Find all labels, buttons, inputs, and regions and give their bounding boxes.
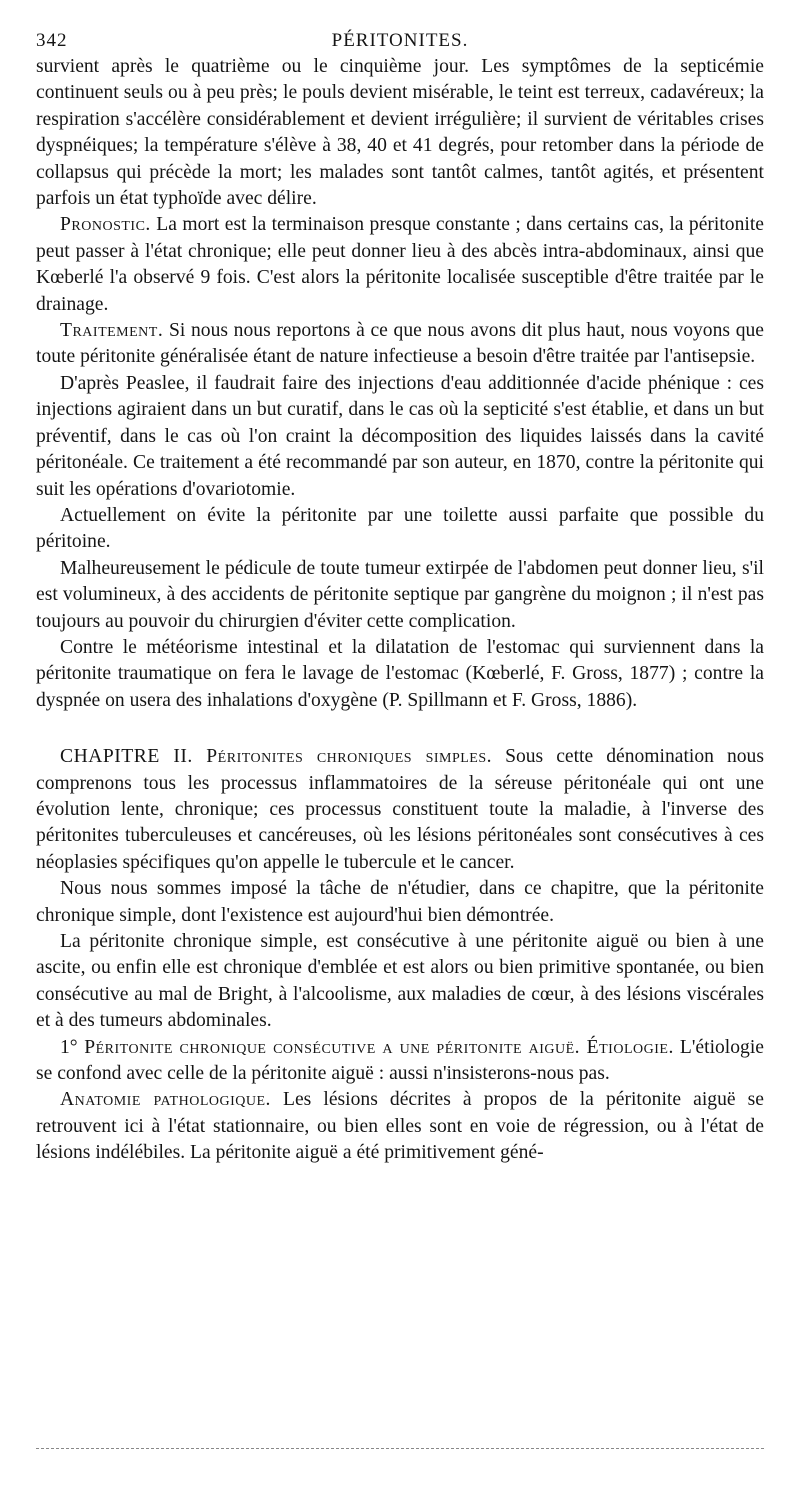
paragraph-chapter-intro <box>36 744 764 876</box>
paragraph-prognosis <box>36 212 764 318</box>
footer-dashed-rule <box>36 1448 764 1449</box>
running-title: PÉRITONITES. <box>331 30 469 51</box>
subsection-title: Péritonite chronique consécutive a une péritonite aiguë. <box>77 1036 581 1058</box>
anatomy-label: Anatomie pathologique. <box>60 1089 271 1111</box>
chapter-intro-text: Sous cette dénomination nous comprenons tous les processus inflammatoires de la séreuse péritonéale qui ont une évolution lente, chronique; ces processus constituent toute la maladie, à l'inverse des péritonites tuberculeuses et cancéreuses, où les lésions péritonéales sont consécutives à ces néoplasies spécifiques qu'on appelle le tubercule et le cancer. <box>36 746 764 873</box>
paragraph-meteorisme: Contre le météorisme intestinal et la dilatation de l'estomac qui surviennent dans la péritonite traumatique on fera le lavage de l'estomac (Kœberlé, F. Gross, 1877) ; contre la dyspnée on usera des inhalations d'oxygène (P. Spillmann et F. Gross, 1886). <box>36 636 764 711</box>
paragraph-anatomy <box>36 1087 764 1166</box>
prognosis-label: Pronostic. <box>60 214 151 236</box>
treatment-label: Traitement. <box>60 320 164 342</box>
paragraph-toilette: Actuellement on évite la péritonite par une toilette aussi parfaite que possible du péritoine. <box>36 504 764 553</box>
page-number: 342 <box>36 30 68 51</box>
anatomy-text: Les lésions décrites à propos de la péritonite aiguë se retrouvent ici à l'état stationnaire, ou bien elles sont en voie de régression, ou à l'état de lésions indélébiles. La péritonite aiguë a été primitivement géné- <box>36 1089 764 1164</box>
paragraph-tache: Nous nous sommes imposé la tâche de n'étudier, dans ce chapitre, que la péritonite chronique simple, dont l'existence est aujourd'hui bien démontrée. <box>36 878 764 926</box>
page-header <box>36 24 764 54</box>
subsection-number: 1° <box>60 1036 78 1058</box>
chapter-title: Péritonites chroniques simples. <box>192 746 493 768</box>
etiology-text: L'étiologie se confond avec celle de la péritonite aiguë : aussi n'insisterons-nous pas. <box>36 1036 764 1085</box>
paragraph-treatment <box>36 318 764 371</box>
prognosis-text: La mort est la terminaison presque constante ; dans certains cas, la péritonite peut passer à l'état chronique; elle peut donner lieu à des abcès intra-abdominaux, ainsi que Kœberlé l'a observé 9 fois. C'est alors la péritonite localisée susceptible d'être traitée par le drainage. <box>36 214 764 315</box>
etiology-label: Étiologie. <box>580 1036 674 1058</box>
paragraph-septicemia: survient après le quatrième ou le cinquième jour. Les symptômes de la septicémie continuent seuls ou à peu près; le pouls devient misérable, le teint est terreux, cadavéreux; la respiration s'accélère considérablement et devient irrégulière; il survient de véritables crises dyspnéiques; la température s'élève à 38, 40 et 41 degrés, pour retomber dans la période de collapsus qui précède la mort; les malades sont tantôt calmes, tantôt agités, et présentent parfois un état typhoïde avec délire. <box>36 56 764 210</box>
treatment-text: Si nous nous reportons à ce que nous avons dit plus haut, nous voyons que toute péritonite généralisée étant de nature infectieuse a besoin d'être traitée par l'antisepsie. <box>36 320 764 368</box>
paragraph-consecutive: La péritonite chronique simple, est consécutive à une péritonite aiguë ou bien à une ascite, ou enfin elle est chronique d'emblée et est alors ou bien primitive spontanée, ou bien consécutive au mal de Bright, à l'alcoolisme, aux maladies de cœur, à des lésions viscérales et à des tumeurs abdominales. <box>36 931 764 1032</box>
section-gap <box>36 714 764 744</box>
chapter-label: CHAPITRE II. <box>60 746 193 768</box>
paragraph-pedicule: Malheureusement le pédicule de toute tumeur extirpée de l'abdomen peut donner lieu, s'il est volumineux, à des accidents de péritonite septique par gangrène du moignon ; il n'est pas toujours au pouvoir du chirurgien d'éviter cette complication. <box>36 557 764 632</box>
paragraph-subsection-1 <box>36 1035 764 1088</box>
paragraph-peaslee: D'après Peaslee, il faudrait faire des injections d'eau additionnée d'acide phénique : ces injections agiraient dans un but curatif, dans le cas où la septicité s'est établie, et dans un but préventif, dans le cas où l'on craint la décomposition des liquides laissés dans la cavité péritonéale. Ce traitement a été recommandé par son auteur, en 1870, contre la péritonite qui suit les opérations d'ovariotomie. <box>36 372 764 500</box>
body-text <box>36 54 764 1167</box>
